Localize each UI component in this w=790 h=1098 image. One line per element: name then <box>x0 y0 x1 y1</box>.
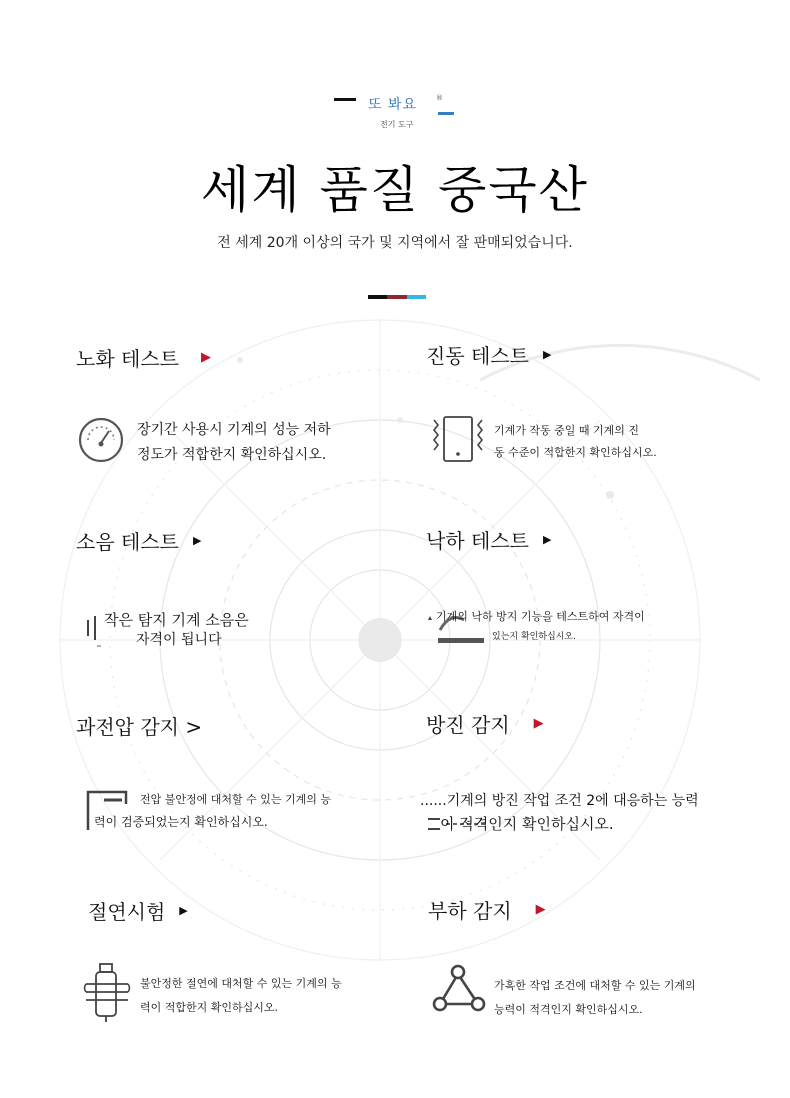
heading-overvoltage-detection <box>76 711 202 740</box>
triangle-marker-icon: ▶ <box>533 716 544 731</box>
desc-insulation-test <box>140 972 342 1020</box>
divider-segment-blue <box>407 295 426 299</box>
desc-line: 작은 탐지 기계 소음은 <box>104 611 249 629</box>
desc-line: ......기계의 방진 작업 조건 2에 대응하는 능력 <box>420 793 699 809</box>
desc-noise-test <box>104 610 249 650</box>
heading-text: 소음 테스트 <box>76 530 179 554</box>
heading-text: 노화 테스트 <box>76 347 179 371</box>
divider-segment-black <box>368 295 387 299</box>
heading-dustproof-detection <box>426 709 544 738</box>
heading-text: 과전압 감지 > <box>76 715 203 739</box>
triangle-marker-icon: ▶ <box>542 348 552 361</box>
heading-insulation-test <box>88 896 188 925</box>
triangle-marker-icon: ▶ <box>179 904 188 917</box>
heading-vibration-test <box>426 340 551 369</box>
heading-drop-test <box>426 525 551 554</box>
noise-icon <box>84 614 102 650</box>
load-icon <box>432 964 486 1014</box>
vibration-icon <box>430 414 490 464</box>
triangle-marker-icon: ▶ <box>542 533 552 546</box>
desc-line: 기계의 낙하 방지 기능을 테스트하여 자격이 <box>436 610 645 623</box>
insulation-icon <box>82 962 132 1024</box>
logo-bar-right <box>438 112 454 115</box>
heading-text: 낙하 테스트 <box>426 529 529 553</box>
desc-aging-test <box>137 418 331 468</box>
desc-line: 장기간 사용시 기계의 성능 저하 <box>137 422 331 438</box>
tricolor-divider <box>368 295 426 299</box>
brand-name: 또 봐요 <box>368 97 418 113</box>
desc-vibration-test <box>494 420 657 464</box>
page-subtitle: 전 세계 20개 이상의 국가 및 지역에서 잘 판매되었습니다. <box>217 235 573 251</box>
desc-line: 전압 불안정에 대처할 수 있는 기계의 능 <box>140 793 331 806</box>
heading-text: 진동 테스트 <box>426 344 529 368</box>
brand-logo <box>330 92 460 132</box>
desc-line: 자격이 됩니다 <box>136 632 222 648</box>
desc-line: 있는지 확인하십시오. <box>492 632 576 642</box>
logo-bar-left <box>334 98 356 101</box>
desc-line: 기계가 작동 중일 때 기계의 진 <box>494 424 639 437</box>
triangle-marker-icon: ▶ <box>535 902 546 917</box>
desc-line: 불안정한 절연에 대처할 수 있는 기계의 능 <box>140 977 342 990</box>
desc-line: 력이 검증되었는지 확인하십시오. <box>94 815 268 829</box>
registered-mark: ® <box>436 94 443 102</box>
desc-line: 능력이 적격인지 확인하십시오. <box>494 1003 643 1016</box>
brand-subtitle: 전기 도구 <box>380 120 414 129</box>
heading-noise-test <box>76 526 201 555</box>
heading-load-detection <box>428 895 546 924</box>
desc-overvoltage-detection <box>94 789 331 833</box>
desc-line: 이 적격인지 확인하십시오. <box>440 815 614 833</box>
triangle-marker-icon: ▶ <box>200 350 211 365</box>
desc-line: 가혹한 작업 조건에 대처할 수 있는 기계의 <box>494 979 696 992</box>
desc-load-detection <box>494 974 696 1022</box>
page-title: 세계 품질 중국산 <box>201 161 589 219</box>
gauge-icon <box>76 415 126 465</box>
heading-text: 방진 감지 <box>426 713 510 737</box>
divider-segment-red <box>387 295 406 299</box>
heading-text: 부하 감지 <box>428 899 512 923</box>
desc-drop-test <box>436 607 645 647</box>
desc-line: 정도가 적합한지 확인하십시오. <box>137 447 327 463</box>
heading-text: 절연시험 <box>88 900 166 924</box>
heading-aging-test <box>76 343 211 372</box>
desc-line: 력이 적합한지 확인하십시오. <box>140 1001 279 1014</box>
desc-line: 동 수준이 적합한지 확인하십시오. <box>494 446 657 459</box>
desc-dustproof-detection <box>420 790 699 836</box>
triangle-marker-icon: ▶ <box>192 534 202 547</box>
